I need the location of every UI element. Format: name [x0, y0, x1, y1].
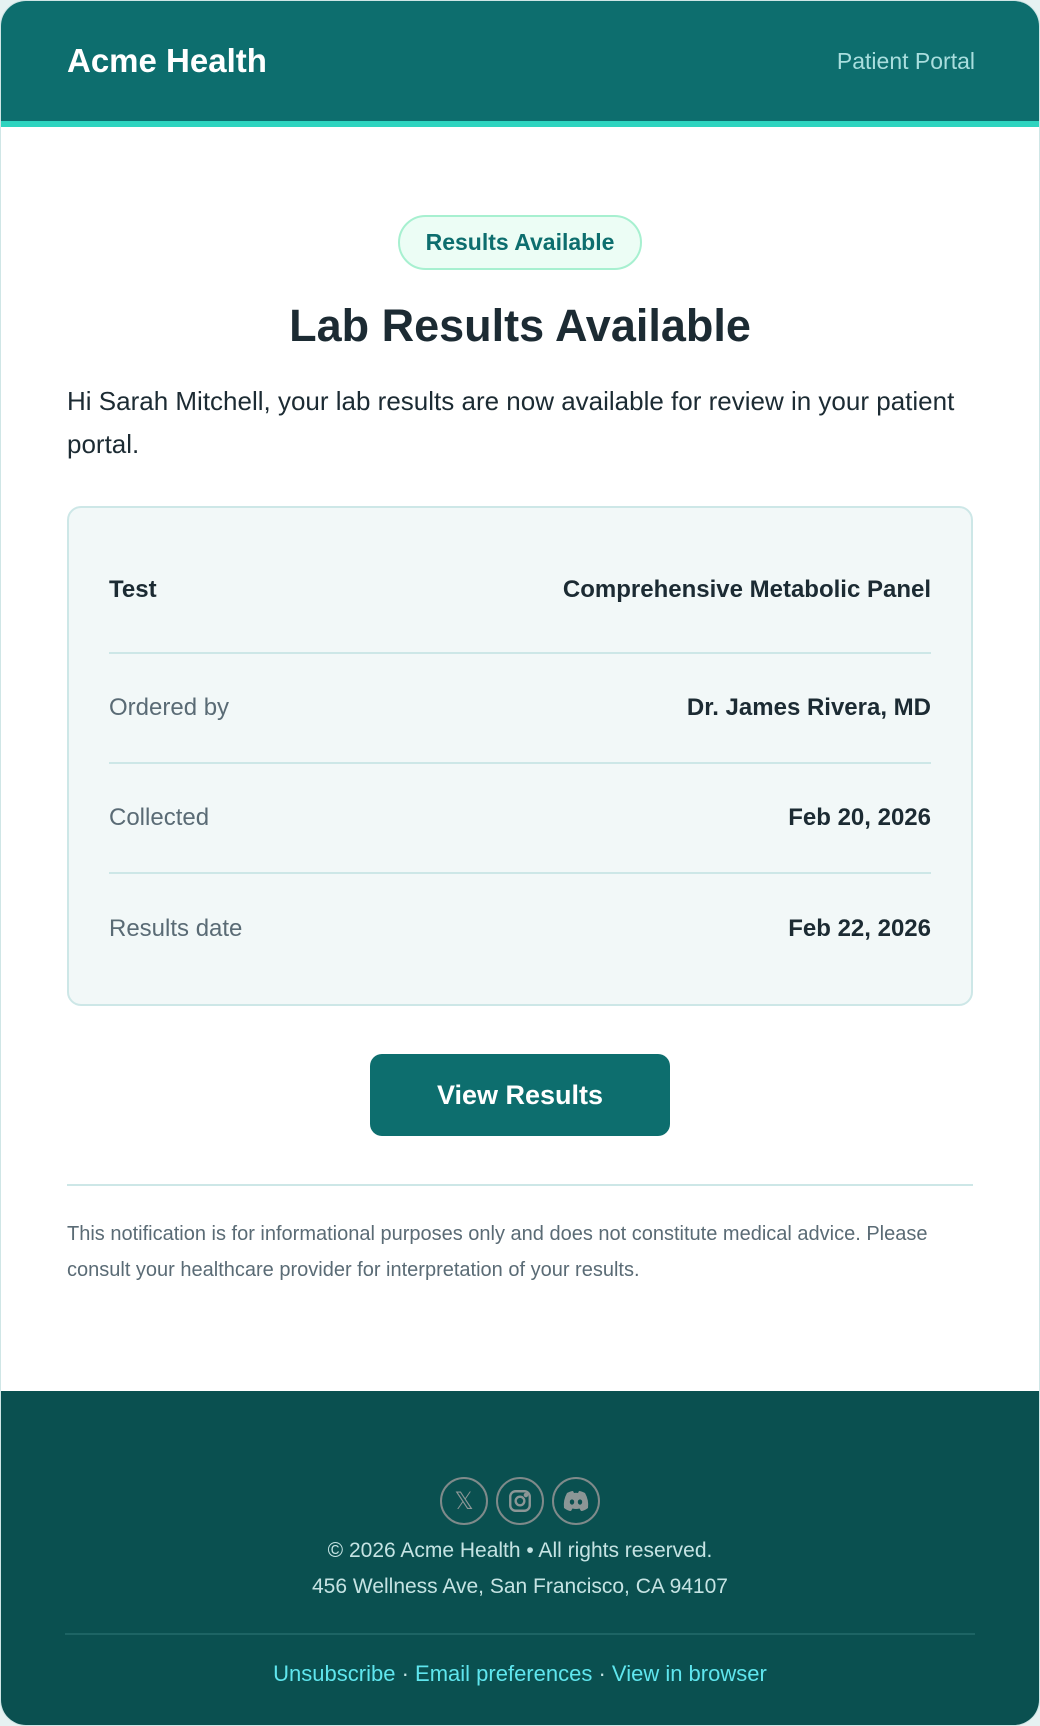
view-in-browser-link[interactable]: View in browser — [611, 1661, 767, 1686]
detail-value: Comprehensive Metabolic Panel — [562, 576, 931, 603]
x-icon[interactable]: 𝕏 — [440, 1477, 488, 1525]
header — [1, 1, 1039, 127]
address: 456 Wellness Ave, San Francisco, CA 94107 — [312, 1575, 728, 1598]
portal-label: Patient Portal — [836, 47, 975, 74]
disclaimer: This notification is for informational purposes only and does not constitute medical advice. Please consult your healthcare provider for interpretation of your results. — [67, 1223, 928, 1281]
email-preferences-link[interactable]: Email preferences — [415, 1661, 593, 1686]
view-results-button[interactable]: View Results — [370, 1054, 670, 1136]
logo: Acme Health — [67, 42, 267, 79]
instagram-icon[interactable] — [496, 1477, 544, 1525]
detail-row-results-date — [109, 874, 931, 984]
detail-value: Feb 22, 2026 — [788, 915, 931, 942]
page-title: Lab Results Available — [289, 300, 751, 351]
intro-text: Hi Sarah Mitchell, your lab results are now available for review in your patient portal. — [67, 386, 955, 459]
unsubscribe-link[interactable]: Unsubscribe — [273, 1661, 396, 1686]
detail-label: Test — [109, 576, 157, 603]
detail-value: Dr. James Rivera, MD — [686, 694, 931, 721]
link-separator: · — [598, 1661, 606, 1686]
details-card — [67, 506, 973, 1006]
detail-row-ordered-by — [109, 654, 931, 764]
detail-value: Feb 20, 2026 — [788, 804, 931, 831]
detail-label: Results date — [109, 915, 243, 942]
detail-row-test — [109, 528, 931, 654]
detail-label: Collected — [109, 804, 210, 831]
copyright: © 2026 Acme Health • All rights reserved. — [327, 1539, 713, 1562]
detail-label: Ordered by — [109, 694, 230, 721]
divider — [67, 1184, 973, 1186]
status-badge: Results Available — [398, 215, 643, 270]
detail-row-collected — [109, 764, 931, 874]
footer — [1, 1391, 1039, 1725]
discord-icon[interactable] — [552, 1477, 600, 1525]
footer-divider — [65, 1633, 975, 1635]
link-separator: · — [401, 1661, 409, 1686]
